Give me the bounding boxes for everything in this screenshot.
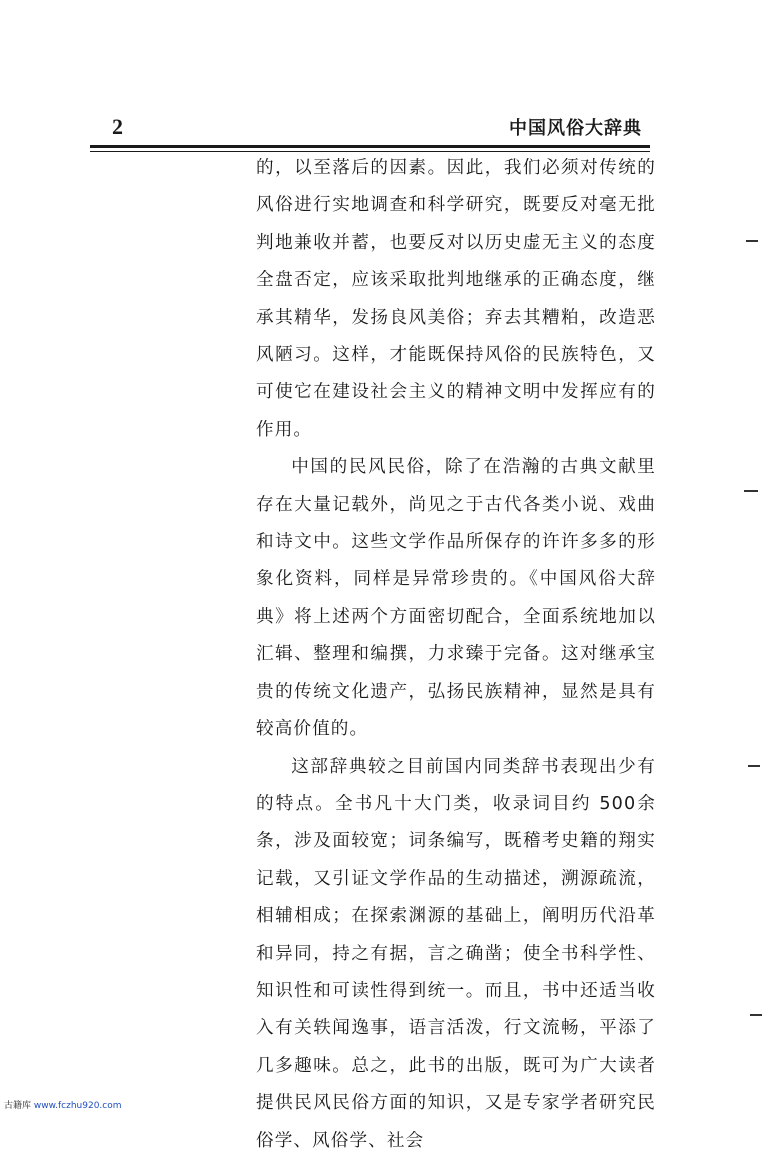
paragraph-continued: 的，以至落后的因素。因此，我们必须对传统的风俗进行实地调查和科学研究，既要反对毫无批判地兼收并蓄，也要反对以历史虚无主义的态度全盘否定，应该采取批判地继承的正确态度，继承其精华，发扬良风美俗；弃去其糟粕，改造恶风陋习。这样，才能既保持风俗的民族特色，又可使它在建设社会主义的精神文明中发挥应有的作用。 (256, 158, 656, 440)
running-title: 中国风俗大辞典 (509, 118, 642, 139)
scan-mark (750, 1014, 762, 1016)
body-text (256, 150, 656, 1160)
scan-mark (744, 490, 758, 492)
scan-mark (746, 240, 758, 242)
page-header (90, 112, 650, 144)
watermark-url: www.fczhu920.com (33, 1101, 122, 1111)
paragraph: 中国的民风民俗，除了在浩瀚的古典文献里存在大量记载外，尚见之于古代各类小说、戏曲和诗文中。这些文学作品所保存的许许多多的形象化资料，同样是异常珍贵的。《中国风俗大辞典》将上述两个方面密切配合，全面系统地加以汇辑、整理和编撰，力求臻于完备。这对继承宝贵的传统文化遗产，弘扬民族精神，显然是具有较高价值的。 (256, 457, 656, 740)
watermark-prefix: 古籍库 (4, 1101, 34, 1111)
paragraph: 这部辞典较之目前国内同类辞书表现出少有的特点。全书凡十大门类，收录词目约 500余条，涉及面较宽；词条编写，既稽考史籍的翔实记载，又引证文学作品的生动描述，溯源疏流，相辅相成；在探索渊源的基础上，阐明历代沿革和异同，持之有据，言之确凿；使全书科学性、知识性和可读性得到统一。而且，书中还适当收入有关轶闻逸事，语言活泼，行文流畅，平添了几多趣味。总之，此书的出版，既可为广大读者提供民风民俗方面的知识，又是专家学者研究民俗学、风俗学、社会 (256, 756, 656, 1151)
page-number: 2 (112, 114, 123, 139)
scan-mark (748, 765, 760, 767)
header-rule-thick (90, 145, 650, 148)
footer-watermark (4, 1098, 122, 1111)
